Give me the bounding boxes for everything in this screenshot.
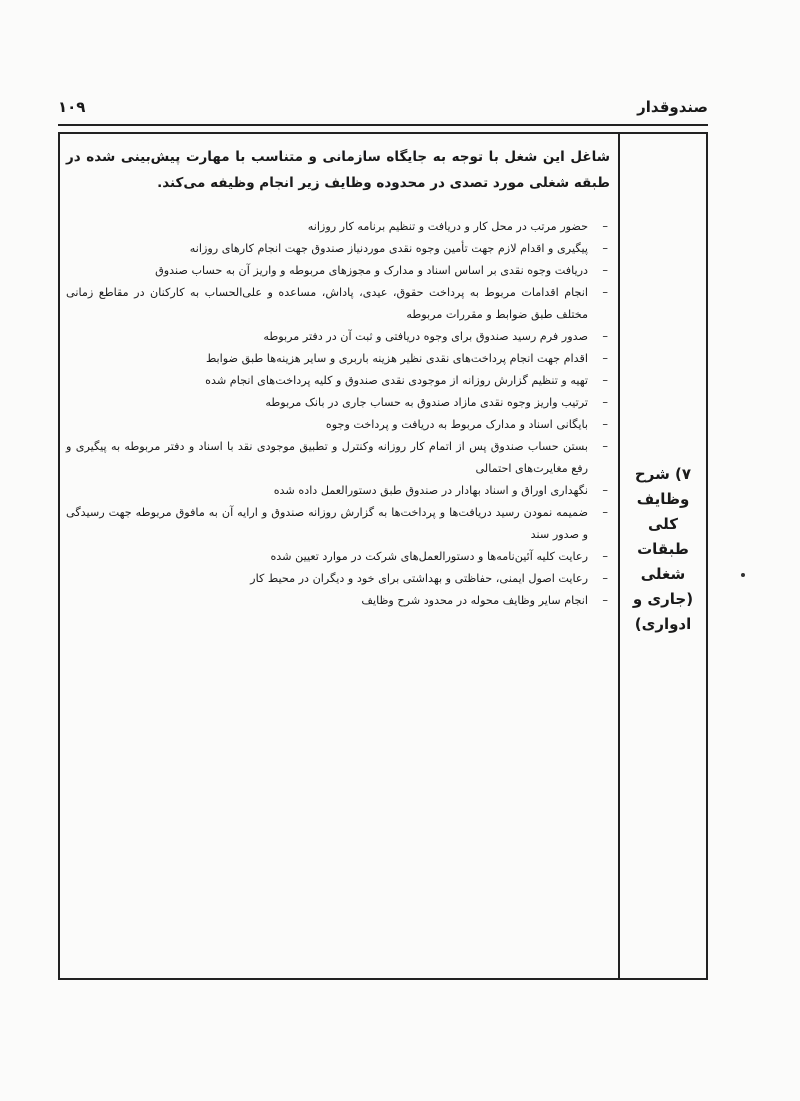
duty-text: انجام اقدامات مربوط به پرداخت حقوق، عیدی، پاداش، مساعده و علی‌الحساب به کارکنان در مقاطع زمانی مختلف طبق ضوابط و مقررات مربوطه [66,286,588,321]
dash-marker: – [602,484,608,497]
duty-text: صدور فرم رسید صندوق برای وجوه دریافتی و ثبت آن در دفتر مربوطه [263,330,588,343]
duty-item [66,326,608,348]
section-content-cell [60,134,618,978]
dash-marker: – [602,220,608,233]
duty-item [66,480,608,502]
duties-table [58,132,708,980]
duty-item [66,414,608,436]
duty-item [66,392,608,414]
duty-text: رعایت اصول ایمنی، حفاظتی و بهداشتی برای خود و دیگران در محیط کار [250,572,588,585]
dash-marker: – [602,352,608,365]
job-title: صندوقدار [637,98,708,116]
duty-item [66,502,608,546]
section-label: ۷) شرح وظایف کلی طبقات شغلی (جاری و ادواری) [632,465,694,633]
duty-item [66,282,608,326]
duty-item [66,568,608,590]
dash-marker: – [602,242,608,255]
dash-marker: – [602,374,608,387]
duty-text: رعایت کلیه آئین‌نامه‌ها و دستورالعمل‌های شرکت در موارد تعیین شده [270,550,588,563]
dash-marker: – [602,440,608,453]
duty-text: ترتیب واریز وجوه نقدی مازاد صندوق به حساب جاری در بانک مربوطه [265,396,588,409]
dash-marker: – [602,396,608,409]
duty-item [66,260,608,282]
duty-item [66,348,608,370]
duty-text: تهیه و تنظیم گزارش روزانه از موجودی نقدی صندوق و کلیه پرداخت‌های انجام شده [205,374,588,387]
duty-text: انجام سایر وظایف محوله در محدود شرح وظایف [361,594,588,607]
dash-marker: – [602,418,608,431]
duty-text: ضمیمه نمودن رسید دریافت‌ها و پرداخت‌ها به گزارش روزانه صندوق و ارایه آن به مافوق مربوطه جهت رسیدگی و صدور سند [66,506,588,541]
header-rule [58,124,708,126]
section-intro: شاغل این شغل با توجه به جایگاه سازمانی و متناسب با مهارت پیش‌بینی شده در طبقه شغلی مورد تصدی در محدوده وظایف زیر انجام وظیفه می‌کند. [66,149,610,191]
dash-marker: – [602,286,608,299]
duty-item [66,216,608,238]
duty-item [66,370,608,392]
duty-text: بایگانی اسناد و مدارک مربوط به دریافت و پرداخت وجوه [325,418,588,431]
dash-marker: – [602,550,608,563]
dash-marker: – [602,264,608,277]
dash-marker: – [602,572,608,585]
stray-dot [741,573,745,577]
duty-item [66,590,608,612]
duty-item [66,436,608,480]
dash-marker: – [602,506,608,519]
duty-text: بستن حساب صندوق پس از اتمام کار روزانه وکنترل و تطبیق موجودی نقد با اسناد و دفتر مربوطه به پیگیری و رفع مغایرت‌های احتمالی [66,440,588,475]
duty-text: دریافت وجوه نقدی بر اساس اسناد و مدارک و مجوزهای مربوطه و واریز آن به حساب صندوق [155,264,588,277]
duty-text: اقدام جهت انجام پرداخت‌های نقدی نظیر هزینه باربری و سایر هزینه‌ها طبق ضوابط [205,352,588,365]
page-number: ۱۰۹ [58,98,86,116]
duty-text: نگهداری اوراق و اسناد بهادار در صندوق طبق دستورالعمل داده شده [273,484,588,497]
duties-list [66,216,608,612]
duty-item [66,238,608,260]
dash-marker: – [602,330,608,343]
dash-marker: – [602,594,608,607]
page-header [58,96,708,122]
duty-item [66,546,608,568]
section-label-cell [618,134,706,978]
duty-text: حضور مرتب در محل کار و دریافت و تنظیم برنامه کار روزانه [307,220,588,233]
duty-text: پیگیری و اقدام لازم جهت تأمین وجوه نقدی موردنیاز صندوق جهت انجام کارهای روزانه [189,242,588,255]
